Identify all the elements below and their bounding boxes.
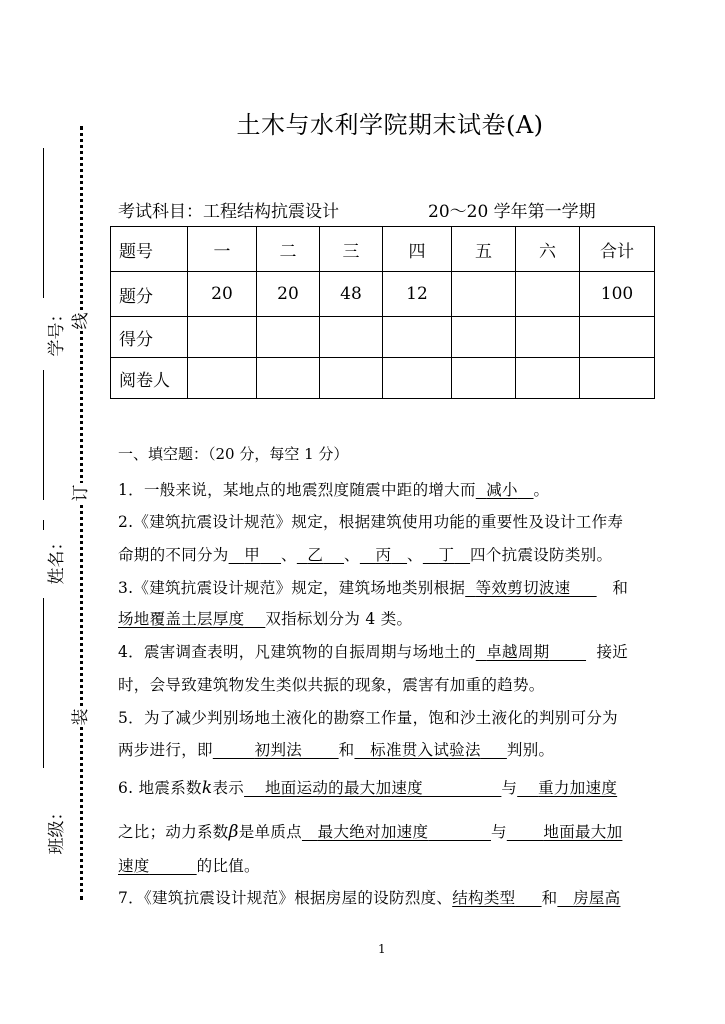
question-4-line-1 <box>118 640 648 662</box>
q6-symbol-k: k <box>201 778 213 798</box>
q6-answer-2 <box>517 779 617 797</box>
q2-answer-1-text: 甲 <box>244 546 261 564</box>
q4-near: 接近 <box>596 643 629 661</box>
q2-answer-3 <box>360 546 407 564</box>
q1-answer <box>476 481 534 499</box>
q6-text: 6. 地震系数 <box>118 779 202 797</box>
table-cell: 12 <box>383 272 452 317</box>
header-cell: 合计 <box>580 227 655 272</box>
grader-cell <box>188 358 257 399</box>
q2-answer-2-text: 乙 <box>307 546 324 564</box>
score-cell <box>580 317 655 358</box>
score-table <box>110 226 655 399</box>
grader-cell <box>383 358 452 399</box>
score-cell <box>516 317 580 358</box>
name-line-tick <box>43 520 44 530</box>
q2-answer-1 <box>229 546 281 564</box>
q6-end: 的比值。 <box>196 857 260 875</box>
q5-answer-2 <box>354 741 506 759</box>
q6-answer-2-text: 重力加速度 <box>538 779 618 797</box>
grader-cell <box>452 358 516 399</box>
class-label: 班级： <box>47 803 67 855</box>
q6-symbol-beta: β <box>228 822 239 842</box>
page-number: 1 <box>378 942 386 956</box>
q3-and: 和 <box>612 579 629 597</box>
exam-subject: 考试科目：工程结构抗震设计 <box>118 202 339 222</box>
q5-answer-1 <box>213 741 339 759</box>
q6-single-mass: 是单质点 <box>238 823 302 841</box>
q5-text: 两步进行，即 <box>118 741 213 759</box>
table-cell: 48 <box>320 272 383 317</box>
question-6-line-3 <box>118 854 648 876</box>
q7-answer-1-text: 结构类型 <box>452 889 516 907</box>
score-cell <box>188 317 257 358</box>
question-1 <box>118 478 648 500</box>
q2-text: 命期的不同分为 <box>118 546 229 564</box>
name-line <box>43 598 44 768</box>
header-cell: 三 <box>320 227 383 272</box>
question-2-line-2 <box>118 543 648 565</box>
q6-answer-1 <box>244 779 501 797</box>
q4-answer <box>476 643 586 661</box>
q6-ratio: 之比；动力系数 <box>118 823 229 841</box>
q3-answer-1-text: 等效剪切波速 <box>475 579 571 597</box>
q1-answer-text: 减小 <box>486 481 518 499</box>
q7-answer-2 <box>557 889 620 907</box>
q4-text: 4．震害调查表明，凡建筑物的自振周期与场地土的 <box>118 643 476 661</box>
q2-sep: 、 <box>344 546 360 564</box>
q7-and: 和 <box>541 889 558 907</box>
binding-dotted-line <box>80 126 83 900</box>
grader-cell <box>580 358 655 399</box>
table-cell: 题分 <box>111 272 188 317</box>
score-cell <box>257 317 320 358</box>
q6-answer-3 <box>302 823 491 841</box>
q2-answer-4-text: 丁 <box>438 546 455 564</box>
name-label: 姓名： <box>47 533 67 585</box>
section-heading: 一、填空题：（20 分，每空 1 分） <box>118 445 349 463</box>
q3-text: 3.《建筑抗震设计规范》规定，建筑场地类别根据 <box>118 579 466 597</box>
exam-title: 土木与水利学院期末试卷(A) <box>236 111 544 139</box>
score-cell <box>452 317 516 358</box>
grader-cell <box>257 358 320 399</box>
score-table-row-score <box>111 317 655 358</box>
seal-char-xian: 线 <box>71 312 91 330</box>
q7-answer-2-text: 房屋高 <box>573 889 621 907</box>
score-cell <box>383 317 452 358</box>
q7-answer-1 <box>452 889 541 907</box>
question-2-line-1: 2.《建筑抗震设计规范》规定，根据建筑使用功能的重要性及设计工作寿 <box>118 513 624 531</box>
question-5-line-1: 5．为了减少判别场地土液化的勘察工作量，饱和沙土液化的判别可分为 <box>118 709 618 727</box>
header-cell: 题号 <box>111 227 188 272</box>
header-cell: 二 <box>257 227 320 272</box>
q6-answer-4-text: 地面最大加 <box>543 823 623 841</box>
q6-answer-4b <box>118 857 197 875</box>
q2-answer-4 <box>423 546 470 564</box>
q5-and: 和 <box>338 741 355 759</box>
q6-with: 与 <box>501 779 518 797</box>
q5-answer-2-text: 标准贯入试验法 <box>370 741 481 759</box>
table-cell: 阅卷人 <box>111 358 188 399</box>
header-cell: 六 <box>516 227 580 272</box>
score-cell <box>320 317 383 358</box>
q3-end: 双指标划分为 4 类。 <box>265 610 413 628</box>
q6-represents: 表示 <box>212 779 245 797</box>
table-cell <box>516 272 580 317</box>
header-cell: 一 <box>188 227 257 272</box>
q2-answer-3-text: 丙 <box>375 546 392 564</box>
header-cell: 五 <box>452 227 516 272</box>
q7-text: 7．《建筑抗震设计规范》根据房屋的设防烈度、 <box>118 889 453 907</box>
q2-end: 四个抗震设防类别。 <box>470 546 613 564</box>
header-cell: 四 <box>383 227 452 272</box>
exam-term: 20～20 学年第一学期 <box>428 202 596 222</box>
score-table-row-points <box>111 272 655 317</box>
table-cell: 20 <box>188 272 257 317</box>
grader-cell <box>320 358 383 399</box>
q2-sep: 、 <box>407 546 423 564</box>
student-id-line <box>43 148 44 298</box>
score-table-row-grader <box>111 358 655 399</box>
q1-end: 。 <box>533 481 550 499</box>
table-cell: 100 <box>580 272 655 317</box>
q3-answer-2: 场地覆盖土层厚度 <box>118 610 245 628</box>
q2-sep: 、 <box>281 546 297 564</box>
q5-end: 判别。 <box>506 741 555 759</box>
question-5-line-2 <box>118 738 648 760</box>
grader-cell <box>516 358 580 399</box>
q3-answer-2-pad <box>244 610 265 628</box>
q4-answer-text: 卓越周期 <box>486 643 550 661</box>
q3-answer-1 <box>465 579 596 597</box>
seal-char-zhuang: 装 <box>71 708 91 726</box>
q6-answer-4 <box>507 823 623 841</box>
student-id-label: 学号： <box>47 305 67 357</box>
question-4-line-2: 时，会导致建筑物发生类似共振的现象，震害有加重的趋势。 <box>118 676 545 694</box>
question-3-line-1 <box>118 576 648 598</box>
table-cell: 20 <box>257 272 320 317</box>
q5-answer-1-text: 初判法 <box>254 741 303 759</box>
q2-answer-2 <box>297 546 344 564</box>
q6-answer-4b-text: 速度 <box>118 857 150 875</box>
table-cell <box>452 272 516 317</box>
q6-answer-1-text: 地面运动的最大加速度 <box>264 779 423 797</box>
question-7-line-1 <box>118 886 648 908</box>
seal-char-ding: 订 <box>71 484 91 502</box>
q1-text: 1．一般来说，某地点的地震烈度随震中距的增大而 <box>118 481 476 499</box>
q6-answer-3-text: 最大绝对加速度 <box>317 823 429 841</box>
question-6-line-1 <box>118 776 648 798</box>
score-table-header-row <box>111 227 655 272</box>
question-6-line-2 <box>118 820 648 842</box>
name-line-top <box>43 370 44 500</box>
q6-with-2: 与 <box>490 823 507 841</box>
table-cell: 得分 <box>111 317 188 358</box>
question-3-line-2 <box>118 607 648 629</box>
